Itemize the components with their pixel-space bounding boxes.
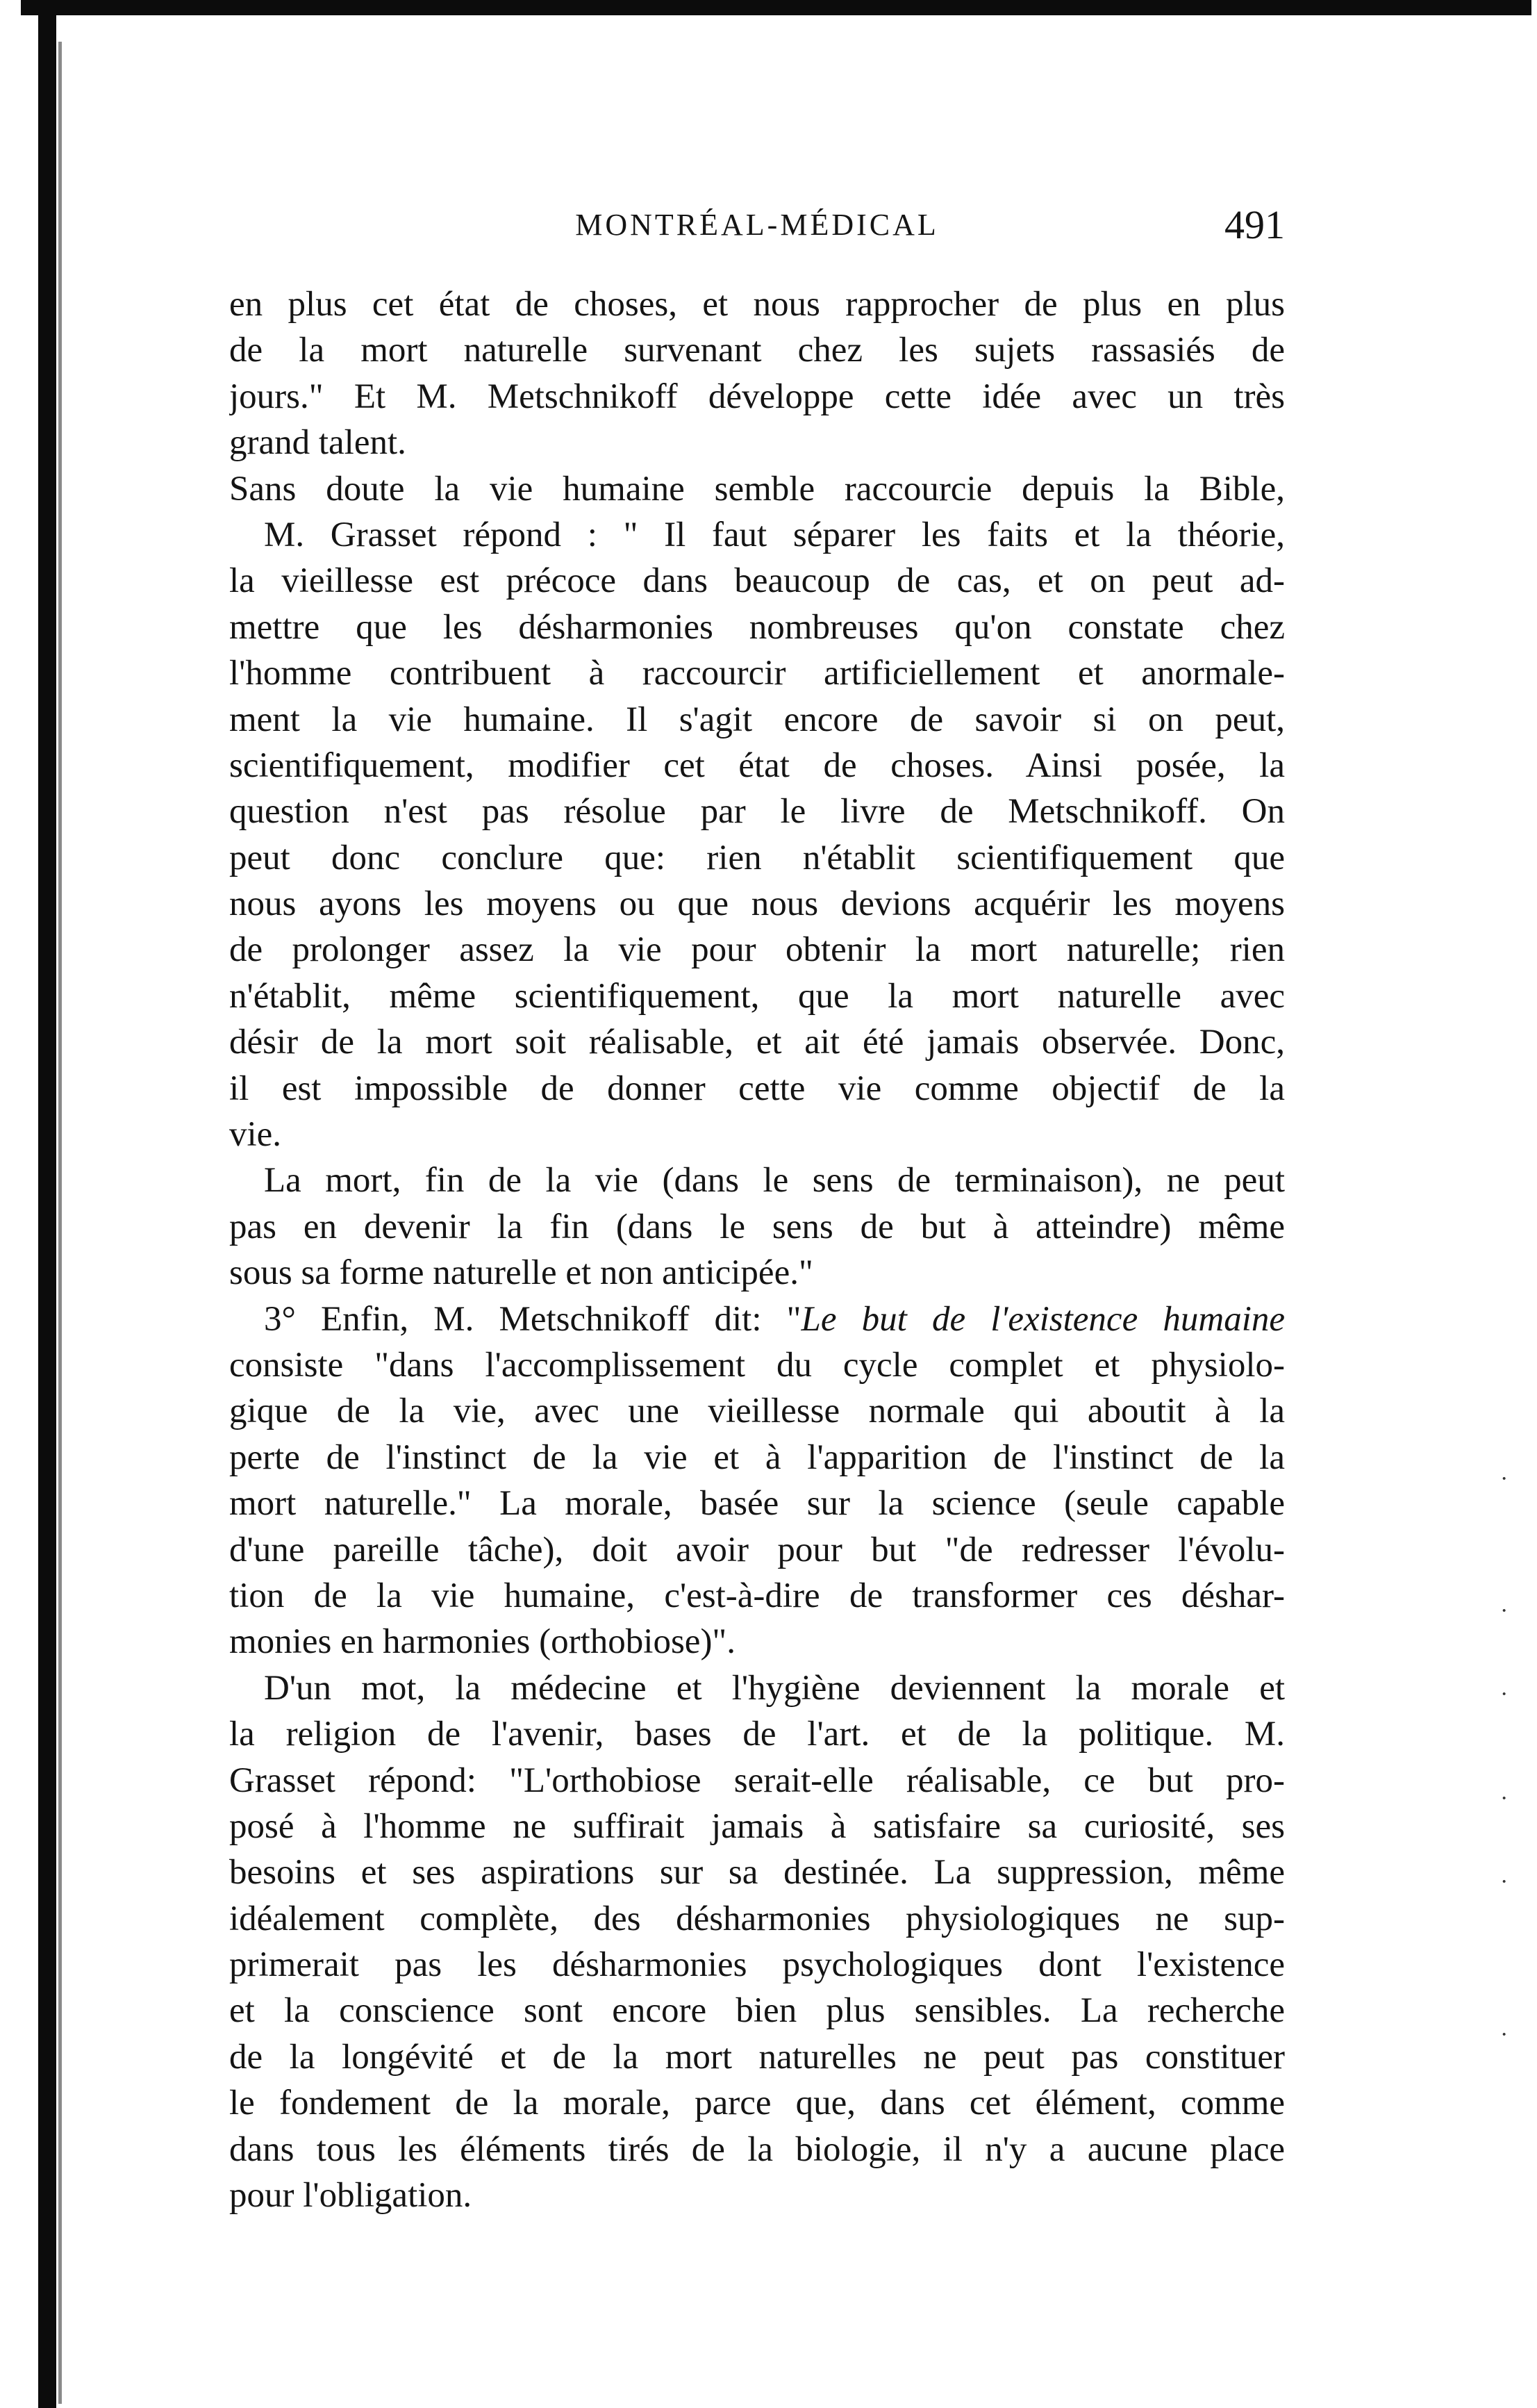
text-line: besoins et ses aspirations sur sa destinée. La suppression, même bbox=[229, 1853, 1285, 1892]
text-line: nous ayons les moyens ou que nous devions acquérir les moyens bbox=[229, 884, 1285, 924]
text-line italic-line: 3° Enfin, M. Metschnikoff dit: "Le but de l'existence humaine bbox=[264, 1299, 1285, 1339]
text-line: question n'est pas résolue par le livre de Metschnikoff. On bbox=[229, 792, 1285, 832]
text-line: scientifiquement, modifier cet état de choses. Ainsi posée, la bbox=[229, 745, 1285, 785]
text-line: monies en harmonies (orthobiose)". bbox=[229, 1622, 736, 1662]
text-line: mort naturelle." La morale, basée sur la science (seule capable bbox=[229, 1484, 1285, 1524]
margin-specks bbox=[1500, 1424, 1528, 2119]
text-line: de la mort naturelle survenant chez les sujets rassasiés de bbox=[229, 331, 1285, 370]
text-line: en plus cet état de choses, et nous rapprocher de plus en plus bbox=[229, 285, 1285, 324]
text-line: primerait pas les désharmonies psychologiques dont l'existence bbox=[229, 1945, 1285, 1985]
text-line: consiste "dans l'accomplissement du cycle complet et physiolo- bbox=[229, 1345, 1285, 1385]
text-line: mettre que les désharmonies nombreuses qu'on constate chez bbox=[229, 607, 1285, 647]
text-line: ment la vie humaine. Il s'agit encore de savoir si on peut, bbox=[229, 700, 1285, 739]
text-line: jours." Et M. Metschnikoff développe cette idée avec un très bbox=[229, 377, 1285, 416]
margin-speck: · bbox=[1500, 2022, 1509, 2047]
italic-quote: Le but de l'existence humaine bbox=[801, 1299, 1285, 1339]
margin-speck: · bbox=[1500, 1681, 1509, 1707]
text-line: désir de la mort soit réalisable, et ait été jamais observée. Donc, bbox=[229, 1023, 1285, 1062]
text-line: la religion de l'avenir, bases de l'art. et de la politique. M. bbox=[229, 1715, 1285, 1754]
running-header bbox=[229, 201, 1285, 257]
text-line: M. Grasset répond : " Il faut séparer les faits et la théorie, bbox=[264, 515, 1285, 554]
margin-speck: · bbox=[1500, 1598, 1509, 1624]
text-line: gique de la vie, avec une vieillesse normale qui aboutit à la bbox=[229, 1392, 1285, 1431]
text-line: et la conscience sont encore bien plus sensibles. La recherche bbox=[229, 1991, 1285, 2031]
text-line: perte de l'instinct de la vie et à l'apparition de l'instinct de la bbox=[229, 1437, 1285, 1477]
scan-gutter-shadow bbox=[58, 42, 62, 2404]
text-line: la vieillesse est précoce dans beaucoup de cas, et on peut ad- bbox=[229, 561, 1285, 601]
body-text bbox=[229, 281, 1285, 2218]
text-line: il est impossible de donner cette vie comme objectif de la bbox=[229, 1069, 1285, 1108]
text-line: posé à l'homme ne suffirait jamais à satisfaire sa curiosité, ses bbox=[229, 1806, 1285, 1846]
text-line: le fondement de la morale, parce que, dans cet élément, comme bbox=[229, 2084, 1285, 2123]
text-line: dans tous les éléments tirés de la biologie, il n'y a aucune place bbox=[229, 2129, 1285, 2169]
text-line: de prolonger assez la vie pour obtenir la mort naturelle; rien bbox=[229, 930, 1285, 970]
scan-border-left bbox=[38, 0, 56, 2408]
text-line: l'homme contribuent à raccourcir artificiellement et anormale- bbox=[229, 654, 1285, 693]
text-line: pour l'obligation. bbox=[229, 2176, 472, 2216]
text-line: grand talent. bbox=[229, 423, 406, 463]
text-line: de la longévité et de la mort naturelles ne peut pas constituer bbox=[229, 2037, 1285, 2077]
text-line: tion de la vie humaine, c'est-à-dire de transformer ces déshar- bbox=[229, 1576, 1285, 1615]
text-line: La mort, fin de la vie (dans le sens de terminaison), ne peut bbox=[264, 1161, 1285, 1201]
text-line: peut donc conclure que: rien n'établit scientifiquement que bbox=[229, 838, 1285, 877]
text-line: vie. bbox=[229, 1115, 282, 1155]
running-title: MONTRÉAL-MÉDICAL bbox=[575, 208, 939, 242]
page-number: 491 bbox=[1224, 202, 1285, 247]
margin-speck: · bbox=[1500, 1466, 1509, 1492]
margin-speck: · bbox=[1500, 1869, 1509, 1895]
text-line: n'établit, même scientifiquement, que la mort naturelle avec bbox=[229, 976, 1285, 1016]
text-line: Sans doute la vie humaine semble raccourcie depuis la Bible, bbox=[229, 469, 1285, 509]
text-line: d'une pareille tâche), doit avoir pour but "de redresser l'évolu- bbox=[229, 1530, 1285, 1569]
text-line: idéalement complète, des désharmonies physiologiques ne sup- bbox=[229, 1899, 1285, 1938]
text-line: sous sa forme naturelle et non anticipée." bbox=[229, 1253, 813, 1293]
text-line: Grasset répond: "L'orthobiose serait-elle réalisable, ce but pro- bbox=[229, 1760, 1285, 1800]
scan-border-top bbox=[21, 0, 1531, 15]
text-line: pas en devenir la fin (dans le sens de but à atteindre) même bbox=[229, 1207, 1285, 1246]
margin-speck: · bbox=[1500, 1786, 1509, 1811]
text-line: D'un mot, la médecine et l'hygiène deviennent la morale et bbox=[264, 1668, 1285, 1708]
